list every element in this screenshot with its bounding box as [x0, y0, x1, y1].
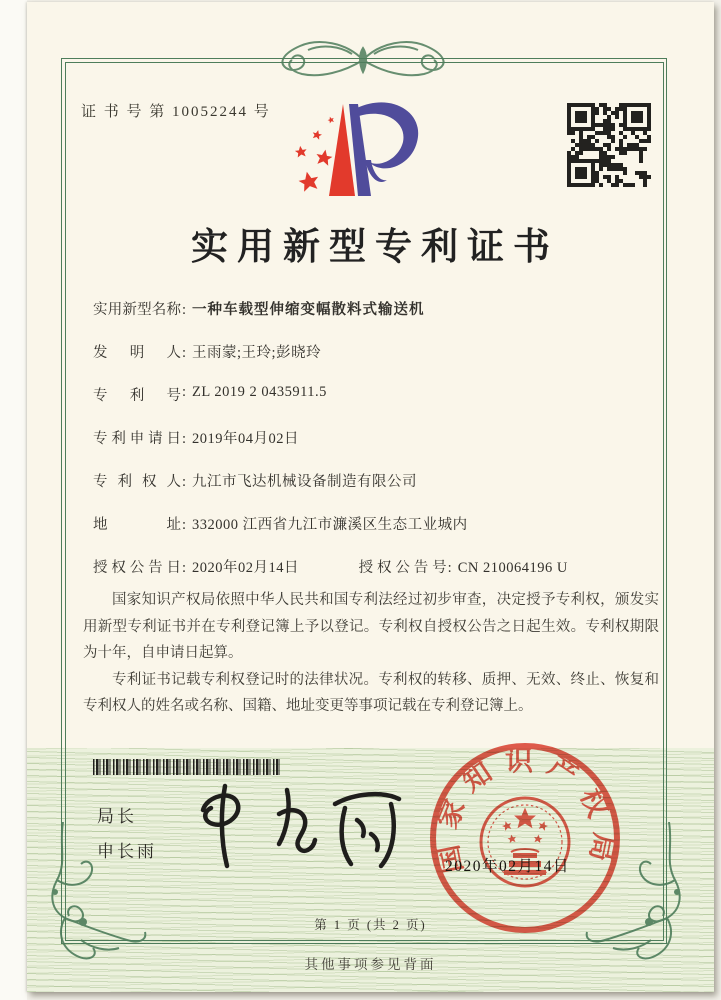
barcode-icon — [93, 759, 280, 775]
director-name: 申长雨 — [97, 842, 157, 861]
field-value: 332000 江西省九江市濂溪区生态工业城内 — [192, 517, 468, 533]
field-value: 2019年04月02日 — [192, 431, 300, 447]
field-value: CN 210064196 U — [457, 560, 568, 576]
certificate-paper — [27, 2, 714, 992]
reverse-side-note: 其他事项参见背面 — [304, 957, 437, 972]
director-block — [97, 799, 157, 869]
director-role: 局长 — [97, 807, 137, 826]
field-label: 实用新型名称 — [93, 302, 181, 318]
legal-paragraph: 专利证书记载专利权登记时的法律状况。专利权的转移、质押、无效、终止、恢复和专利权人的姓名或名称、国籍、地址变更等事项记载在专利登记簿上。 — [83, 671, 659, 714]
field-label: 专利权人 — [93, 474, 181, 490]
frame-ornament-top-icon — [248, 32, 478, 88]
signature-icon — [187, 774, 407, 879]
field-value: 王雨蒙;王玲;彭晓玲 — [192, 345, 322, 361]
field-label: 专利号 — [93, 388, 181, 404]
field-filing-date: 专利申请日: 2019年04月02日 — [93, 427, 299, 449]
field-label: 授权公告号 — [358, 560, 447, 576]
field-label: 授权公告日 — [93, 560, 181, 576]
field-grant-publication: 授权公告日: 2020年02月14日 授权公告号: CN 210064196 U — [93, 556, 568, 578]
field-utility-model-name: 实用新型名称: 一种车载型伸缩变幅散料式输送机 — [93, 298, 425, 320]
field-value: 一种车载型伸缩变幅散料式输送机 — [192, 302, 425, 318]
field-address: 地址: 332000 江西省九江市濂溪区生态工业城内 — [93, 513, 468, 535]
legal-text — [83, 587, 659, 720]
qr-code-icon — [567, 103, 651, 187]
field-label: 地址 — [93, 517, 181, 533]
field-value: 九江市飞达机械设备制造有限公司 — [192, 474, 418, 490]
legal-paragraph: 国家知识产权局依照中华人民共和国专利法经过初步审查，决定授予专利权，颁发实用新型专利证书并在专利登记簿上予以登记。专利权自授权公告之日起生效。专利权期限为十年，自申请日起算。 — [83, 592, 659, 661]
field-value: 2020年02月14日 — [192, 560, 300, 576]
cnipa-logo-icon — [279, 98, 429, 198]
field-value: ZL 2019 2 0435911.5 — [192, 384, 327, 400]
certificate-title: 实用新型专利证书 — [191, 227, 559, 268]
field-inventors: 发明人: 王雨蒙;王玲;彭晓玲 — [93, 341, 321, 363]
seal-date: 2020年02月14日 — [445, 858, 571, 875]
seal-agency-text: 国家知识产权局 — [430, 746, 620, 876]
field-patentee: 专利权人: 九江市飞达机械设备制造有限公司 — [93, 470, 417, 492]
field-patent-number: 专利号: ZL 2019 2 0435911.5 — [93, 384, 327, 404]
paper-edge — [0, 0, 27, 1000]
page-number: 第 1 页 (共 2 页) — [314, 918, 427, 932]
field-label: 发明人 — [93, 345, 181, 361]
certificate-number: 证 书 号 第 10052244 号 — [81, 104, 271, 120]
official-seal-icon — [427, 740, 623, 936]
field-label: 专利申请日 — [93, 431, 181, 447]
